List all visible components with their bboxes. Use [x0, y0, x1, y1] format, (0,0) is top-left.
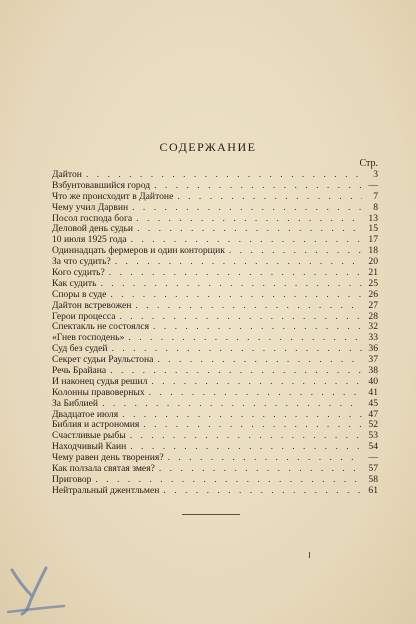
dot-leader — [143, 420, 362, 431]
toc-entry-page: 47 — [368, 408, 378, 420]
toc-entry-title: Как судить — [52, 277, 97, 289]
toc-entry-title: Чему учил Дарвин — [52, 201, 129, 213]
toc-entry — [52, 203, 378, 214]
toc-entry-title: И наконец судья решил — [52, 375, 148, 387]
toc-entry-title: 10 июля 1925 года — [52, 234, 127, 246]
dot-leader — [110, 290, 362, 301]
toc-entry-title: Приговор — [52, 473, 92, 485]
toc-entry-page: 26 — [368, 288, 378, 300]
toc-entry-page: — — [368, 179, 378, 191]
toc-entry-page: 41 — [368, 386, 378, 398]
toc-entry — [52, 301, 378, 312]
dot-leader — [101, 279, 363, 290]
toc-entry-page: 8 — [373, 201, 378, 213]
toc-entry-page: 33 — [368, 332, 378, 344]
toc-entry-page: 45 — [368, 397, 378, 409]
dot-leader — [110, 366, 362, 377]
toc-entry-page: 57 — [368, 463, 378, 475]
toc-entry-title: Дайтон встревожен — [52, 299, 132, 311]
toc-entry-page: 13 — [368, 212, 378, 224]
dot-leader — [135, 301, 362, 312]
dot-leader — [128, 333, 362, 344]
toc-entry-page: 20 — [368, 256, 378, 268]
dot-leader — [115, 257, 362, 268]
toc-entry-page: 53 — [368, 430, 378, 442]
dot-leader — [168, 453, 362, 464]
dot-leader — [229, 246, 362, 257]
dot-leader — [149, 388, 362, 399]
dot-leader — [159, 464, 362, 475]
toc-entry-page: 3 — [373, 169, 378, 180]
toc-entry — [52, 464, 378, 475]
dot-leader — [151, 377, 362, 388]
toc-entry-page: 18 — [368, 245, 378, 257]
toc-entry-title: Дайтон — [52, 169, 82, 180]
dot-leader — [177, 192, 362, 203]
toc-entry-title: Нейтральный джентльмен — [52, 484, 160, 496]
toc-entry-page: 7 — [373, 190, 378, 202]
toc-entry-page: 40 — [368, 375, 378, 387]
toc-entry-title: Деловой день судьи — [52, 223, 134, 235]
dot-leader — [109, 268, 362, 279]
toc-entry-page: 15 — [368, 223, 378, 235]
toc-entry-title: Споры в суде — [52, 288, 107, 300]
toc-entry-title: Речь Брайана — [52, 365, 107, 377]
toc-entry-page: 37 — [368, 354, 378, 366]
toc-entry-title: За что судить? — [52, 256, 111, 268]
dot-leader — [157, 355, 362, 366]
divider-rule — [182, 514, 240, 515]
toc-entry-title: Секрет судьи Раульстона — [52, 354, 154, 366]
library-stamp-mark — [6, 566, 70, 618]
toc-entry — [52, 486, 378, 497]
dot-leader — [102, 399, 362, 410]
toc-entry-page: 58 — [368, 473, 378, 485]
toc-entry-page: 28 — [368, 310, 378, 322]
table-of-contents — [52, 170, 378, 497]
toc-entry-title: Герои процесса — [52, 310, 116, 322]
dot-leader — [136, 214, 362, 225]
toc-entry-page: 27 — [368, 299, 378, 311]
toc-heading: СОДЕРЖАНИЕ — [159, 140, 257, 154]
toc-entry-page: — — [368, 452, 378, 464]
toc-entry-page: 38 — [368, 365, 378, 377]
toc-entry-page: 21 — [368, 267, 378, 279]
toc-entry-page: 36 — [368, 343, 378, 355]
toc-entry-title: Находчивый Каин — [52, 441, 127, 453]
dot-leader — [130, 442, 362, 453]
toc-entry-title: Спектакль не состоялся — [52, 321, 150, 333]
toc-entry-title: Что же происходит в Дайтоне — [52, 190, 174, 202]
toc-entry — [52, 268, 378, 279]
toc-entry-title: Колонны правоверных — [52, 386, 145, 398]
page-mark — [309, 552, 310, 558]
toc-entry-title: «Гнев господень» — [52, 332, 125, 344]
toc-entry-page: 25 — [368, 277, 378, 289]
dot-leader — [119, 312, 362, 323]
dot-leader — [130, 431, 362, 442]
toc-entry-title: Кого судить? — [52, 267, 105, 279]
toc-entry-title: Суд без судей — [52, 343, 108, 355]
toc-entry-page: 17 — [368, 234, 378, 246]
toc-entry-title: Библия и астрономия — [52, 419, 140, 431]
toc-entry-title: За Библией — [52, 397, 99, 409]
toc-entry-page: 54 — [368, 441, 378, 453]
toc-entry-title: Одиннадцать фермеров и один конторщик — [52, 245, 225, 257]
page-column-label: Стр. — [359, 158, 378, 169]
dot-leader — [122, 410, 362, 421]
toc-entry-page: 61 — [368, 484, 378, 496]
toc-entry-title: Чему равен день творения? — [52, 452, 164, 464]
dot-leader — [153, 322, 362, 333]
toc-entry-title: Как ползала святая змея? — [52, 463, 155, 475]
toc-entry-title: Счастливые рыбы — [52, 430, 126, 442]
toc-entry — [52, 388, 378, 399]
dot-leader — [154, 181, 362, 192]
toc-entry-page: 32 — [368, 321, 378, 333]
dot-leader — [137, 224, 362, 235]
toc-entry-title: Посол господа бога — [52, 212, 133, 224]
toc-entry-page: 52 — [368, 419, 378, 431]
toc-entry-title: Двадцатое июля — [52, 408, 119, 420]
toc-entry — [52, 399, 378, 410]
dot-leader — [163, 486, 362, 497]
dot-leader — [132, 203, 362, 214]
toc-entry-title: Взбунтовавшийся город — [52, 179, 151, 191]
